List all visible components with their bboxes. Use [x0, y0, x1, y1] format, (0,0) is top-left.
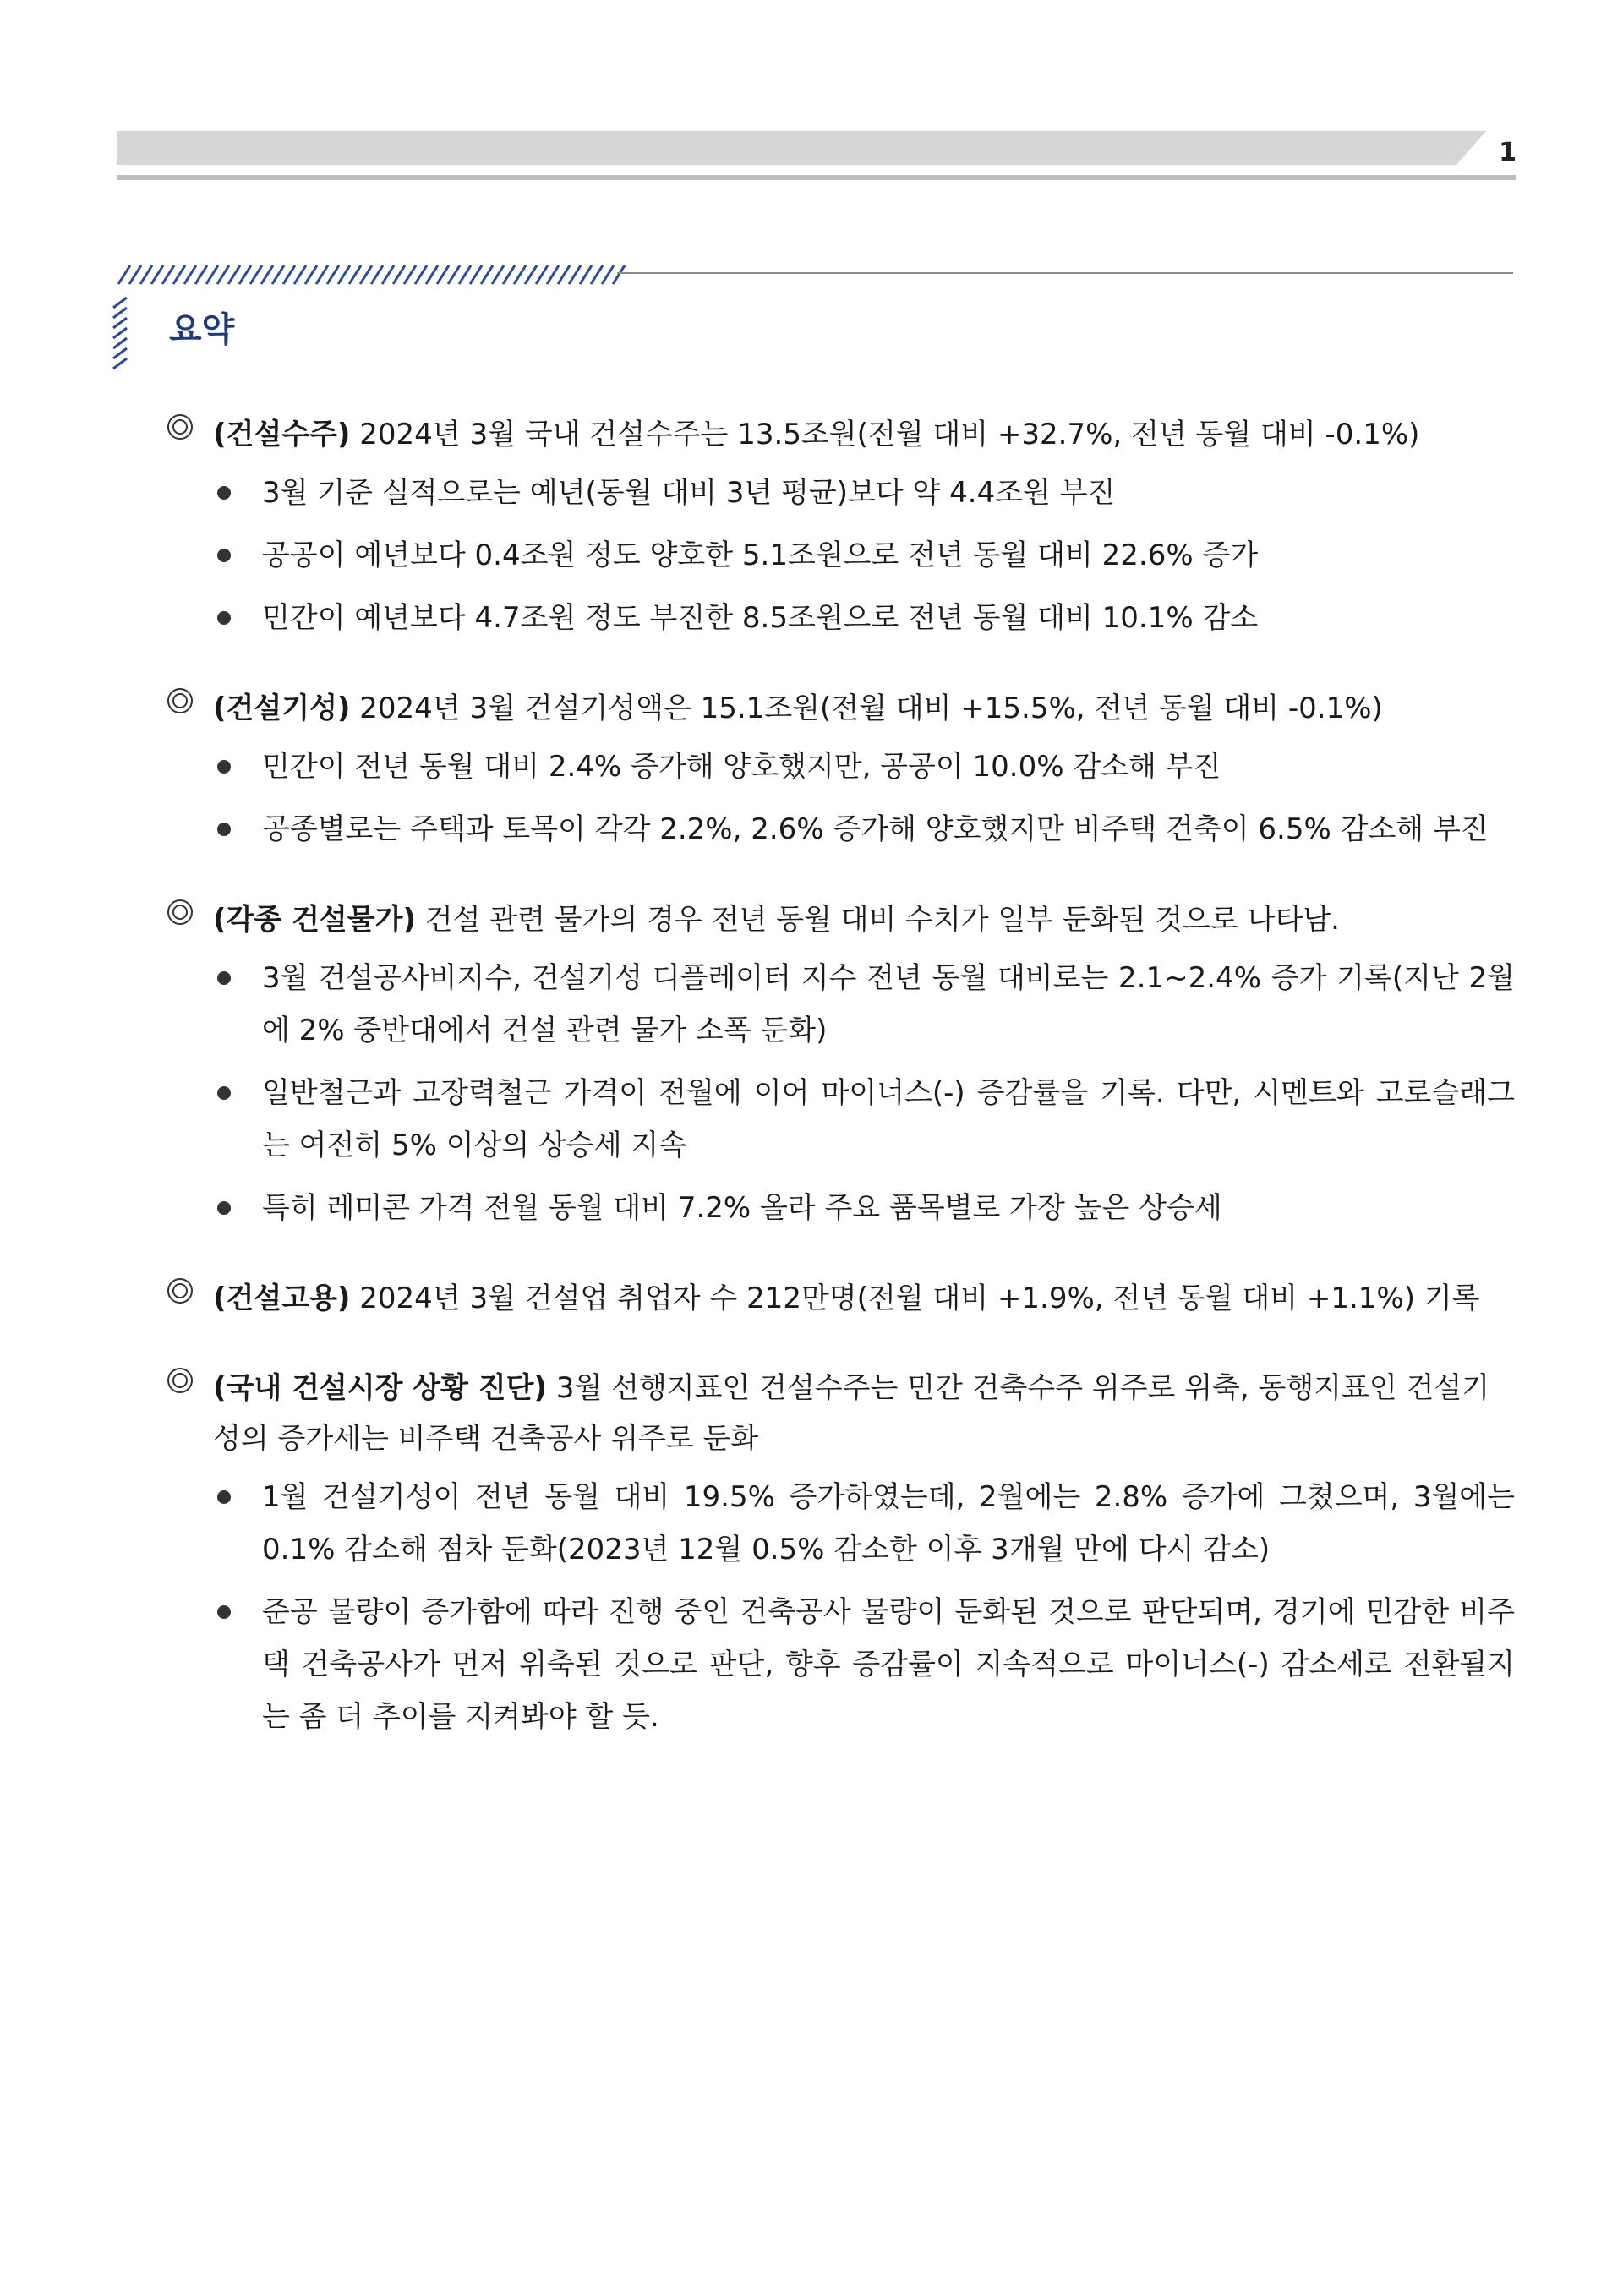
hatch-stripe — [283, 265, 295, 284]
bullet-list — [166, 952, 1515, 1234]
summary-section — [166, 683, 1515, 856]
summary-section — [166, 1363, 1515, 1743]
hatch-stripe — [591, 265, 603, 284]
bullet-item — [216, 1586, 1515, 1743]
bullet-text: 준공 물량이 증가함에 따라 진행 중인 건축공사 물량이 둔화된 것으로 판단되며, 경기에 민감한 비주택 건축공사가 먼저 위축된 것으로 판단, 향후 증감률이 지속적으로 마이너스(-) 감소세로 전환될지는 좀 더 추이를 지켜봐야 할 듯. — [262, 1595, 1515, 1734]
bullet-list — [166, 467, 1515, 644]
section-main-text — [213, 683, 1515, 734]
hatch-stripe — [558, 265, 570, 284]
hatch-stripe — [113, 348, 127, 358]
section-main-text — [213, 1363, 1515, 1464]
bullet-list — [166, 741, 1515, 856]
hatch-stripe — [316, 265, 328, 284]
hatch-stripe — [459, 265, 471, 284]
section-main-item — [166, 409, 1515, 460]
hatch-stripe — [327, 265, 339, 284]
summary-section — [166, 409, 1515, 644]
section-text: 2024년 3월 건설기성액은 15.1조원(전월 대비 +15.5%, 전년 동월 대비 -0.1%) — [350, 692, 1383, 725]
hatch-stripe — [272, 265, 284, 284]
section-decoration — [110, 260, 1513, 370]
bullet-text: 민간이 예년보다 4.7조원 정도 부진한 8.5조원으로 전년 동월 대비 10.1% 감소 — [262, 601, 1259, 635]
bullet-icon — [216, 592, 262, 626]
header-bar — [117, 131, 1516, 183]
hatch-stripe — [261, 265, 273, 284]
hatch-stripe — [118, 265, 130, 284]
hatch-stripe — [113, 358, 127, 369]
section-text: 2024년 3월 국내 건설수주는 13.5조원(전월 대비 +32.7%, 전년 동월 대비 -0.1%) — [350, 418, 1420, 451]
hatch-stripe — [250, 265, 262, 284]
bullet-item — [216, 592, 1515, 644]
hatch-stripe — [382, 265, 394, 284]
hatch-stripe — [415, 265, 427, 284]
hatch-stripe — [360, 265, 372, 284]
hatch-stripe — [113, 328, 127, 338]
bullet-icon — [216, 1067, 262, 1101]
hatch-stripe — [437, 265, 449, 284]
section-label: (국내 건설시장 상황 진단) — [213, 1371, 548, 1405]
hatch-stripe — [613, 265, 625, 284]
hatch-stripe — [580, 265, 592, 284]
section-header — [110, 260, 1513, 370]
hatch-stripe — [393, 265, 405, 284]
bullet-text: 3월 기준 실적으로는 예년(동월 대비 3년 평균)보다 약 4.4조원 부진 — [262, 476, 1116, 510]
bullet-icon — [216, 1182, 262, 1216]
section-main-item — [166, 1273, 1515, 1324]
bullet-text: 민간이 전년 동월 대비 2.4% 증가해 양호했지만, 공공이 10.0% 감소해 부진 — [262, 750, 1221, 784]
section-label: (건설고용) — [213, 1282, 351, 1315]
hatch-stripe — [514, 265, 526, 284]
hatch-stripe — [569, 265, 581, 284]
page-number: 1 — [1499, 138, 1516, 167]
hatch-stripe — [113, 308, 127, 318]
bullet-icon — [216, 952, 262, 986]
hatch-stripe — [173, 265, 185, 284]
section-main-item — [166, 683, 1515, 734]
bullet-item — [216, 529, 1515, 582]
hatch-stripe — [113, 338, 127, 348]
bullet-item — [216, 741, 1515, 793]
header-band — [117, 131, 1486, 165]
hatch-stripe — [602, 265, 614, 284]
double-circle-icon — [166, 1363, 213, 1395]
hatch-stripe — [536, 265, 548, 284]
hatch-stripe — [113, 318, 127, 328]
section-title: 요약 — [169, 310, 235, 349]
hatch-stripe — [162, 265, 174, 284]
bullet-text: 3월 건설공사비지수, 건설기성 디플레이터 지수 전년 동월 대비로는 2.1~2.4% 증가 기록(지난 2월에 2% 중반대에서 건설 관련 물가 소폭 둔화) — [262, 961, 1515, 1047]
summary-content — [166, 409, 1515, 1782]
double-circle-icon — [166, 409, 213, 441]
bullet-text: 1월 건설기성이 전년 동월 대비 19.5% 증가하였는데, 2월에는 2.8% 증가에 그쳤으며, 3월에는 0.1% 감소해 점차 둔화(2023년 12월 0.5% 감소한 이후 3개월 만에 다시 감소) — [262, 1480, 1515, 1566]
hatch-stripe — [481, 265, 493, 284]
section-main-text — [213, 1273, 1515, 1324]
bullet-icon — [216, 1586, 262, 1620]
hatch-stripe — [426, 265, 438, 284]
bullet-item — [216, 467, 1515, 519]
hatch-stripe — [184, 265, 196, 284]
section-main-item — [166, 894, 1515, 945]
hatch-stripe — [151, 265, 163, 284]
bullet-item — [216, 1471, 1515, 1576]
double-circle-icon — [166, 683, 213, 715]
hatch-stripe — [195, 265, 207, 284]
summary-section — [166, 1273, 1515, 1324]
bullet-text: 공종별로는 주택과 토목이 각각 2.2%, 2.6% 증가해 양호했지만 비주택 건축이 6.5% 감소해 부진 — [262, 812, 1489, 846]
hatch-stripes-left — [113, 298, 127, 369]
section-main-text — [213, 894, 1515, 945]
summary-section — [166, 894, 1515, 1234]
bullet-icon — [216, 803, 262, 837]
bullet-icon — [216, 741, 262, 774]
hatch-stripe — [404, 265, 416, 284]
hatch-stripe — [371, 265, 383, 284]
bullet-item — [216, 1182, 1515, 1234]
hatch-stripe — [113, 298, 127, 308]
section-main-item — [166, 1363, 1515, 1464]
section-main-text — [213, 409, 1515, 460]
hatch-stripe — [503, 265, 515, 284]
bullet-text: 공공이 예년보다 0.4조원 정도 양호한 5.1조원으로 전년 동월 대비 22.6% 증가 — [262, 538, 1259, 572]
bullet-icon — [216, 1471, 262, 1505]
bullet-text: 일반철근과 고장력철근 가격이 전월에 이어 마이너스(-) 증감률을 기록. 다만, 시멘트와 고로슬래그는 여전히 5% 이상의 상승세 지속 — [262, 1076, 1515, 1162]
bullet-icon — [216, 467, 262, 500]
page-header — [117, 131, 1516, 190]
hatch-stripe — [294, 265, 306, 284]
bullet-icon — [216, 529, 262, 563]
section-label: (건설기성) — [213, 692, 351, 725]
hatch-stripes — [118, 265, 625, 284]
bullet-list — [166, 1471, 1515, 1743]
bullet-item — [216, 952, 1515, 1057]
double-circle-icon — [166, 894, 213, 927]
bullet-item — [216, 803, 1515, 856]
section-text: 3월 선행지표인 건설수주는 민간 건축수주 위주로 위축, 동행지표인 건설기성의 증가세는 비주택 건축공사 위주로 둔화 — [213, 1371, 1490, 1456]
hatch-stripe — [547, 265, 559, 284]
hatch-stripe — [140, 265, 152, 284]
double-circle-icon — [166, 1273, 213, 1305]
bullet-item — [216, 1067, 1515, 1172]
hatch-stripe — [349, 265, 361, 284]
hatch-stripe — [129, 265, 141, 284]
hatch-stripe — [228, 265, 240, 284]
section-label: (각종 건설물가) — [213, 903, 416, 937]
hatch-stripe — [525, 265, 537, 284]
section-label: (건설수주) — [213, 418, 351, 451]
hatch-stripe — [470, 265, 482, 284]
hatch-stripe — [448, 265, 460, 284]
section-text: 2024년 3월 건설업 취업자 수 212만명(전월 대비 +1.9%, 전년 동월 대비 +1.1%) 기록 — [350, 1282, 1480, 1315]
hatch-stripe — [305, 265, 317, 284]
hatch-stripe — [239, 265, 251, 284]
hatch-stripe — [492, 265, 504, 284]
hatch-stripe — [217, 265, 229, 284]
hatch-stripe — [206, 265, 218, 284]
bullet-text: 특히 레미콘 가격 전월 동월 대비 7.2% 올라 주요 품목별로 가장 높은 상승세 — [262, 1191, 1222, 1225]
hatch-stripe — [338, 265, 350, 284]
section-text: 건설 관련 물가의 경우 전년 동월 대비 수치가 일부 둔화된 것으로 나타남. — [415, 903, 1340, 937]
